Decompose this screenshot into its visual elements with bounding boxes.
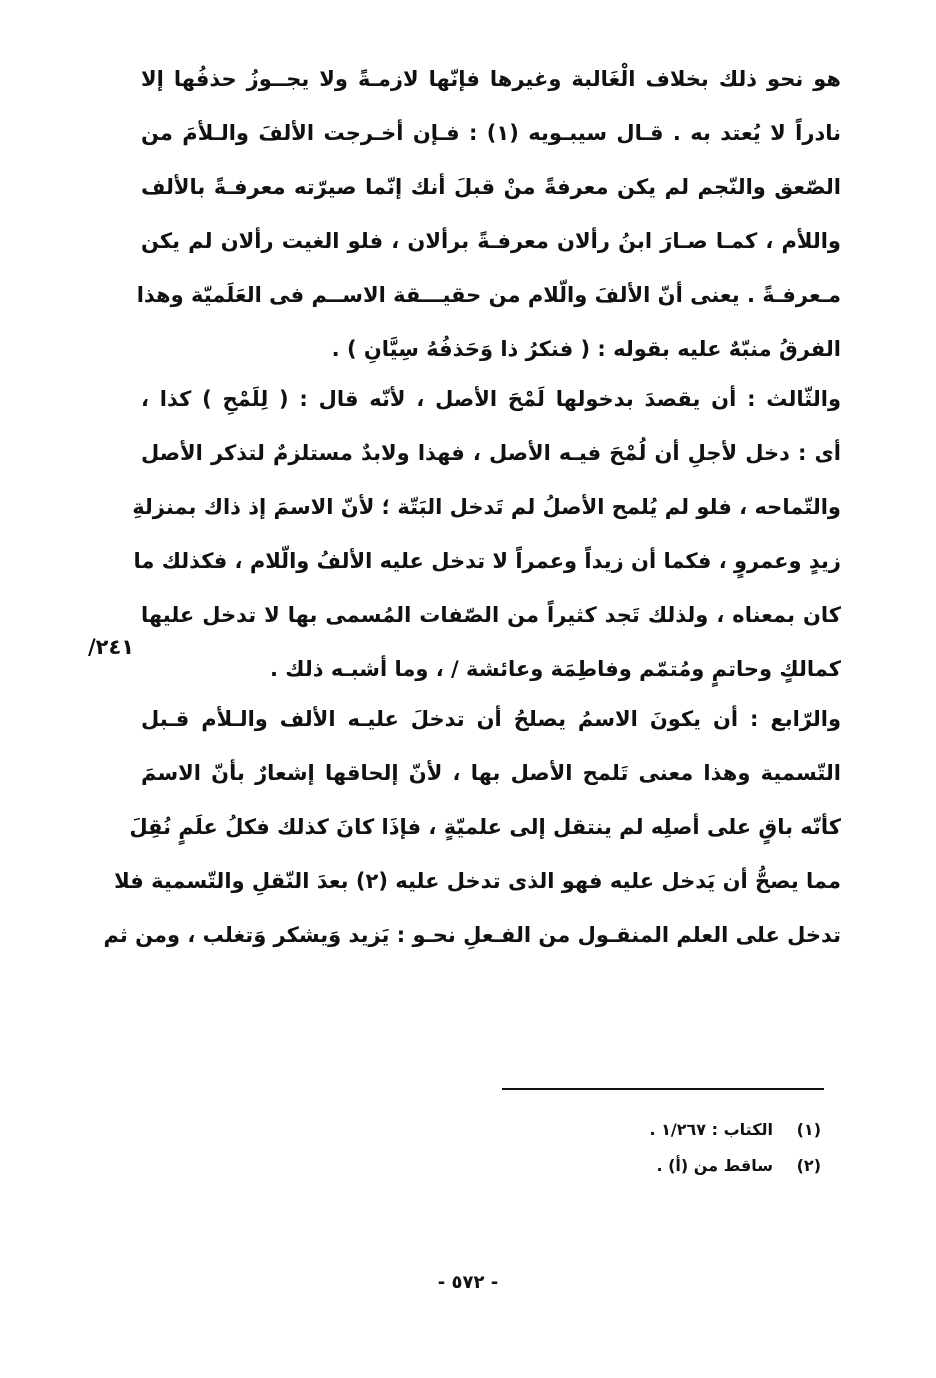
manuscript-folio-marker: ٢٤١/ [88,635,135,659]
footnote-divider [502,1088,824,1090]
footnote-text: ساقط من (أ) . [656,1156,773,1175]
text-line: التّسمية وهذا معنى تَلمح الأصل بها ، لأنّ إلحاقها إشعارٌ بأنّ الاسمَ [141,761,841,785]
footnote-text: الكتاب : ١/٢٦٧ . [649,1120,773,1139]
text-line: زيدٍ وعمروٍ ، فكما أن زيداً وعمراً لا تدخل عليه الألفُ والّلام ، فكذلك ما [133,549,841,573]
footnote [401,1112,821,1148]
text-line: والرّابع : أن يكونَ الاسمُ يصلحُ أن تدخلَ عليـه الألف والـلأم قـبل [141,707,841,731]
footnotes [401,1112,821,1184]
text-line: كأنّه باقٍ على أصلِه لم ينتقل إلى علميّةٍ ، فإذَا كانَ كذلك فكلُ علَمٍ نُقِلَ [129,815,841,839]
text-line: نادراً لا يُعتد به . قـال سيبـويه (١) : فـإن أخـرجت الألفَ والـلأمَ من [141,121,841,145]
text-line: أى : دخل لأجلِ أن لُمْحَ فيـه الأصل ، فهذا ولابدٌ مستلزمٌ لتذكر الأصل [141,441,841,465]
text-line: الصّعق والنّجم لم يكن معرفةً منْ قبلَ أنك إنّما صيرّته معرفـةً بالألف [141,175,841,199]
footnote [401,1148,821,1184]
paragraph-2 [132,372,841,696]
page-number: - ٥٧٢ - [437,1272,499,1293]
text-line: الفرقُ منبّهٌ عليه بقوله : ( فنكرُ ذا وَحَذفُهُ سِيَّانِ ) . [331,337,841,361]
footnote-number: (١) [796,1120,821,1139]
text-line: والثّالث : أن يقصدَ بدخولها لَمْحَ الأصل ، لأنّه قال : ( لِلَمْحِ ) كذا ، [141,387,841,411]
text-line: هو نحو ذلك بخلاف الْغَالبة وغيرها فإنّها لازمـةً ولا يجــوزُ حذفُها إلا [141,67,841,91]
text-line: والتّماحه ، فلو لم يُلمح الأصلُ لم تَدخل البَتّة ؛ لأنّ الاسمَ إذ ذاك بمنزلةِ [132,495,841,519]
paragraph-1 [136,52,841,376]
text-line: تدخل على العلم المنقـول من الفـعلِ نحـو : يَزيد وَيشكر وَتغلب ، ومن ثم [103,923,841,947]
text-line: مما يصحُّ أن يَدخل عليه فهو الذى تدخل عليه (٢) بعدَ النّقلِ والتّسمية فلا [114,869,841,893]
text-line: مـعرفـةً . يعنى أنّ الألفَ والّلام من حقيـــقة الاســم فى العَلَميّة وهذا [136,283,841,307]
text-line: كمالكٍ وحاتمٍ ومُتمّم وفاطِمَة وعائشة / ، وما أشبـه ذلك . [270,657,841,681]
footnote-number: (٢) [796,1156,821,1175]
text-line: كان بمعناه ، ولذلك تَجد كثيراً من الصّفات المُسمى بها لا تدخل عليها [141,603,841,627]
paragraph-3 [103,692,841,962]
text-line: واللأم ، كمـا صـارَ ابنُ رألان معرفـةً برألان ، فلو الغيت رألان لم يكن [141,229,841,253]
